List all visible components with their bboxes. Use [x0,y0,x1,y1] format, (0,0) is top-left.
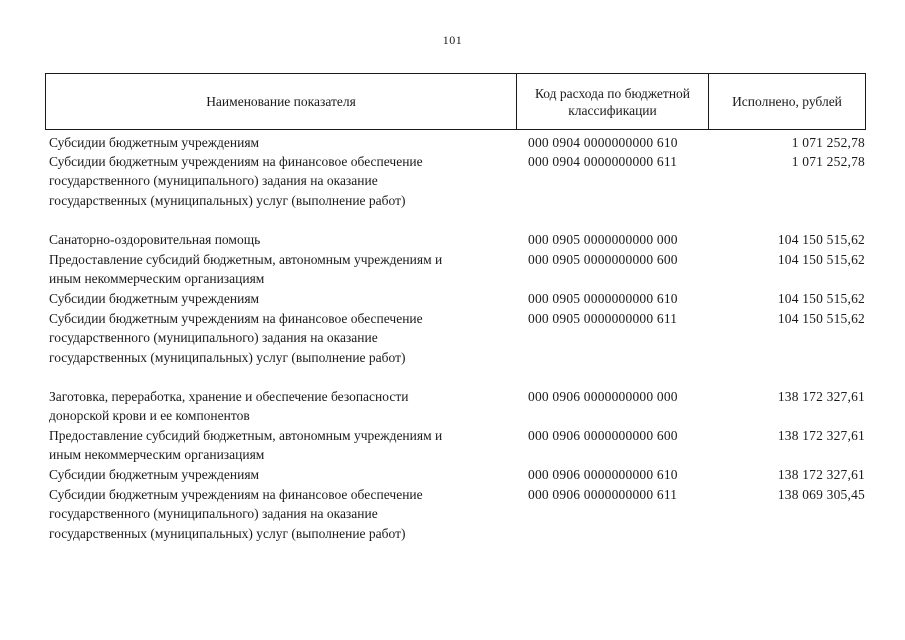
row-code: 000 0905 0000000000 611 [528,311,678,326]
row-code: 000 0905 0000000000 600 [528,252,678,267]
row-name-line: государственных (муниципальных) услуг (выполнение работ) [49,525,406,541]
row-name-line: Субсидии бюджетным учреждениям [49,291,260,306]
row-code: 000 0905 0000000000 000 [528,232,678,247]
row-name-line: Предоставление субсидий бюджетным, автономным учреждениям и [49,428,443,443]
page-number: 101 [442,33,463,47]
row-name-line: Субсидии бюджетным учреждениям на финансовое обеспечение [49,154,423,169]
row-name [49,152,519,210]
row-name [49,465,519,484]
row-amount: 104 150 515,62 [777,232,865,247]
row-amount: 104 150 515,62 [777,291,865,306]
row-name-line: Субсидии бюджетным учреждениям [49,135,260,150]
row-name-line: Предоставление субсидий бюджетным, автономным учреждениям и [49,252,443,267]
column-header-executed: Исполнено, рублей [732,94,842,109]
row-amount: 1 071 252,78 [791,154,865,169]
row-name [49,387,519,426]
row-amount: 1 071 252,78 [791,135,865,150]
row-code: 000 0906 0000000000 610 [528,467,678,482]
row-code: 000 0905 0000000000 610 [528,291,678,306]
row-name-line: государственных (муниципальных) услуг (выполнение работ) [49,349,406,365]
row-code: 000 0906 0000000000 600 [528,428,678,443]
column-header-name: Наименование показателя [46,74,517,129]
column-header-code-line1: Код расхода по бюджетной [534,85,691,101]
row-name [49,250,519,289]
row-code: 000 0906 0000000000 000 [528,389,678,404]
row-amount: 138 172 327,61 [777,428,865,443]
row-name [49,230,519,249]
row-name [49,426,519,465]
row-name-line: государственного (муниципального) задания на оказание [49,506,378,522]
row-name [49,289,519,308]
row-name-line: Субсидии бюджетным учреждениям на финансовое обеспечение [49,311,423,326]
row-code: 000 0906 0000000000 611 [528,487,678,502]
row-amount: 138 069 305,45 [777,487,865,502]
row-name-line: Субсидии бюджетным учреждениям на финансовое обеспечение [49,487,423,502]
column-header-code-line2: классификации [568,102,657,118]
row-name-line: Субсидии бюджетным учреждениям [49,467,260,482]
row-amount: 104 150 515,62 [777,252,865,267]
row-amount: 104 150 515,62 [777,311,865,326]
row-amount: 138 172 327,61 [777,467,865,482]
row-name-line: государственного (муниципального) задания на оказание [49,173,378,189]
row-code: 000 0904 0000000000 610 [528,135,678,150]
row-name-line: иным некоммерческим организациям [49,271,265,287]
row-name-line: государственных (муниципальных) услуг (выполнение работ) [49,192,406,208]
row-name [49,485,519,543]
row-name-line: Заготовка, переработка, хранение и обеспечение безопасности [49,389,409,404]
row-code: 000 0904 0000000000 611 [528,154,678,169]
row-name-line: государственного (муниципального) задания на оказание [49,330,378,346]
row-name-line: Санаторно-оздоровительная помощь [49,232,261,247]
row-name [49,309,519,367]
row-name-line: иным некоммерческим организациям [49,447,265,463]
row-amount: 138 172 327,61 [777,389,865,404]
row-name-line: донорской крови и ее компонентов [49,408,250,424]
row-name [49,133,519,152]
